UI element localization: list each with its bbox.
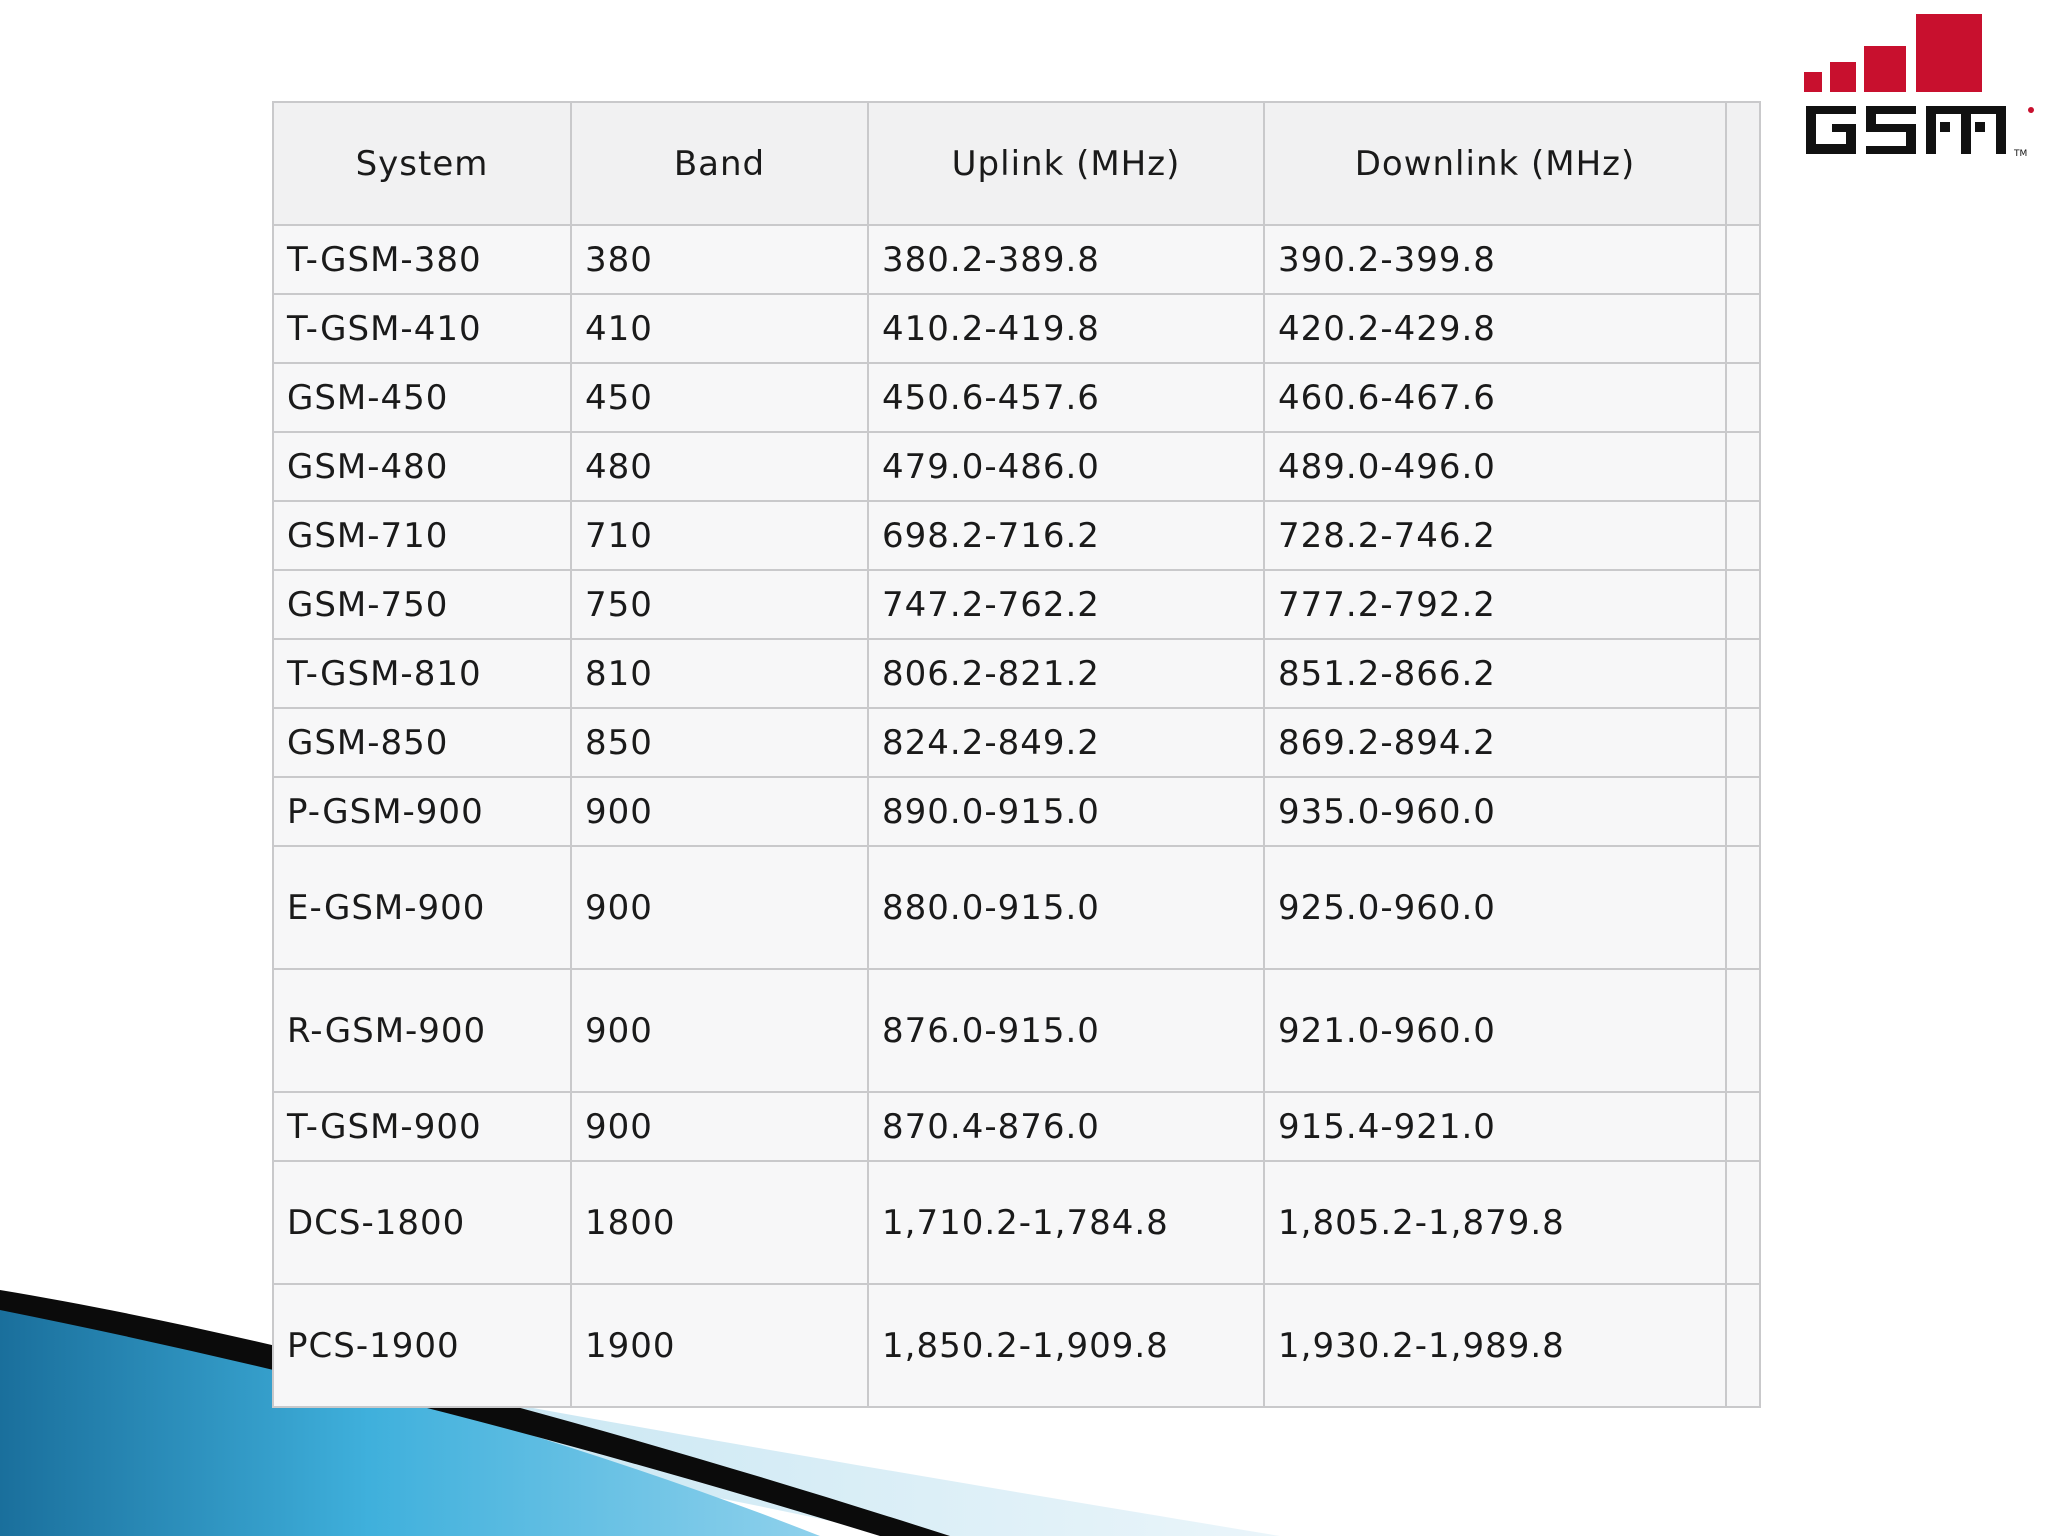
cell-extra <box>1726 969 1760 1092</box>
cell-downlink: 921.0-960.0 <box>1264 969 1726 1092</box>
cell-extra <box>1726 1284 1760 1407</box>
cell-extra <box>1726 846 1760 969</box>
cell-system: T-GSM-410 <box>273 294 571 363</box>
cell-downlink: 1,930.2-1,989.8 <box>1264 1284 1726 1407</box>
cell-system: GSM-850 <box>273 708 571 777</box>
table-header-row <box>273 102 1760 225</box>
cell-downlink: 869.2-894.2 <box>1264 708 1726 777</box>
gsm-frequency-table <box>272 101 1761 1408</box>
cell-band: 900 <box>571 846 868 969</box>
cell-downlink: 489.0-496.0 <box>1264 432 1726 501</box>
cell-downlink: 728.2-746.2 <box>1264 501 1726 570</box>
cell-band: 450 <box>571 363 868 432</box>
cell-uplink: 380.2-389.8 <box>868 225 1264 294</box>
cell-extra <box>1726 708 1760 777</box>
gsm-logo <box>1800 10 2040 160</box>
cell-band: 380 <box>571 225 868 294</box>
cell-extra <box>1726 363 1760 432</box>
cell-downlink: 915.4-921.0 <box>1264 1092 1726 1161</box>
cell-band: 1900 <box>571 1284 868 1407</box>
cell-band: 810 <box>571 639 868 708</box>
cell-band: 900 <box>571 777 868 846</box>
cell-downlink: 777.2-792.2 <box>1264 570 1726 639</box>
table-row <box>273 846 1760 969</box>
cell-extra <box>1726 1161 1760 1284</box>
table-row <box>273 501 1760 570</box>
cell-band: 410 <box>571 294 868 363</box>
cell-extra <box>1726 432 1760 501</box>
table-row <box>273 708 1760 777</box>
cell-extra <box>1726 225 1760 294</box>
cell-band: 900 <box>571 1092 868 1161</box>
cell-downlink: 1,805.2-1,879.8 <box>1264 1161 1726 1284</box>
header-uplink: Uplink (MHz) <box>868 102 1264 225</box>
cell-system: PCS-1900 <box>273 1284 571 1407</box>
cell-band: 1800 <box>571 1161 868 1284</box>
cell-downlink: 925.0-960.0 <box>1264 846 1726 969</box>
cell-uplink: 876.0-915.0 <box>868 969 1264 1092</box>
table-row <box>273 639 1760 708</box>
cell-band: 850 <box>571 708 868 777</box>
cell-band: 900 <box>571 969 868 1092</box>
cell-system: P-GSM-900 <box>273 777 571 846</box>
cell-uplink: 1,850.2-1,909.8 <box>868 1284 1264 1407</box>
header-system: System <box>273 102 571 225</box>
table-row <box>273 1161 1760 1284</box>
cell-extra <box>1726 501 1760 570</box>
cell-system: T-GSM-810 <box>273 639 571 708</box>
cell-downlink: 460.6-467.6 <box>1264 363 1726 432</box>
cell-uplink: 870.4-876.0 <box>868 1092 1264 1161</box>
cell-downlink: 420.2-429.8 <box>1264 294 1726 363</box>
table-row <box>273 570 1760 639</box>
svg-text:TM: TM <box>2014 149 2028 159</box>
table-row <box>273 363 1760 432</box>
cell-system: E-GSM-900 <box>273 846 571 969</box>
table-row <box>273 1284 1760 1407</box>
cell-downlink: 390.2-399.8 <box>1264 225 1726 294</box>
header-extra <box>1726 102 1760 225</box>
cell-downlink: 851.2-866.2 <box>1264 639 1726 708</box>
cell-uplink: 1,710.2-1,784.8 <box>868 1161 1264 1284</box>
cell-extra <box>1726 570 1760 639</box>
table-row <box>273 432 1760 501</box>
cell-uplink: 880.0-915.0 <box>868 846 1264 969</box>
cell-uplink: 450.6-457.6 <box>868 363 1264 432</box>
cell-system: GSM-450 <box>273 363 571 432</box>
cell-system: DCS-1800 <box>273 1161 571 1284</box>
table-row <box>273 294 1760 363</box>
cell-band: 480 <box>571 432 868 501</box>
cell-system: R-GSM-900 <box>273 969 571 1092</box>
cell-system: GSM-710 <box>273 501 571 570</box>
cell-band: 710 <box>571 501 868 570</box>
cell-system: GSM-750 <box>273 570 571 639</box>
table-row <box>273 969 1760 1092</box>
cell-extra <box>1726 294 1760 363</box>
cell-band: 750 <box>571 570 868 639</box>
header-band: Band <box>571 102 868 225</box>
cell-uplink: 824.2-849.2 <box>868 708 1264 777</box>
cell-system: T-GSM-900 <box>273 1092 571 1161</box>
cell-uplink: 410.2-419.8 <box>868 294 1264 363</box>
cell-uplink: 806.2-821.2 <box>868 639 1264 708</box>
table-body <box>273 225 1760 1407</box>
cell-uplink: 747.2-762.2 <box>868 570 1264 639</box>
cell-extra <box>1726 777 1760 846</box>
cell-extra <box>1726 1092 1760 1161</box>
cell-system: GSM-480 <box>273 432 571 501</box>
cell-uplink: 890.0-915.0 <box>868 777 1264 846</box>
cell-extra <box>1726 639 1760 708</box>
table-row <box>273 777 1760 846</box>
cell-uplink: 479.0-486.0 <box>868 432 1264 501</box>
table-row <box>273 1092 1760 1161</box>
cell-uplink: 698.2-716.2 <box>868 501 1264 570</box>
cell-system: T-GSM-380 <box>273 225 571 294</box>
table-row <box>273 225 1760 294</box>
header-downlink: Downlink (MHz) <box>1264 102 1726 225</box>
cell-downlink: 935.0-960.0 <box>1264 777 1726 846</box>
